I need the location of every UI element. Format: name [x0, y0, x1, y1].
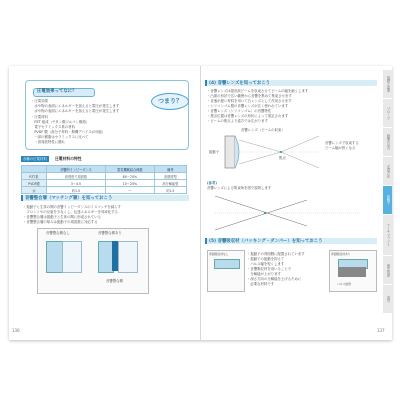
reference-note: (参考): [207, 181, 217, 185]
left-page: [9, 66, 200, 340]
side-tab-active[interactable]: 探触子: [383, 186, 392, 215]
focus-angle-diagram: [211, 192, 371, 234]
beam-line: [239, 152, 281, 164]
side-tab[interactable]: 保守管理: [383, 256, 392, 285]
side-tab[interactable]: 走査方法: [383, 157, 392, 186]
page-number: 137: [377, 328, 385, 333]
body-line: ・シリコンゴム製の音響レンズが広く使われています: [207, 104, 289, 108]
intro-line: PVDF 膜（高分子材料・無機デバイスが可能）: [31, 130, 106, 134]
body-line: ・振動子の振動を抑えて: [247, 257, 285, 261]
table-row: [22, 180, 187, 187]
intro-line: 水や物の表面にエネルギーを加えると電圧が発生します: [31, 104, 120, 108]
table-cell: 3〜4.5: [46, 180, 105, 187]
damper-transducer-left: [214, 259, 240, 269]
damper-backing-block: [338, 267, 366, 277]
body-line: フロントやの反射を少なくし、伝達エネルギーを効率化する: [23, 210, 118, 214]
table-header-cell: [22, 166, 47, 173]
intro-line: PZT 組成（チタン酸ジルコン酸鉛）: [31, 120, 90, 124]
table-cell: 高感度型: [154, 173, 186, 180]
table-header-cell: 備考: [154, 166, 186, 173]
matching-layer-diagram: [37, 228, 149, 294]
beam-line: [239, 140, 281, 152]
table-cell: —: [106, 187, 155, 194]
reference-desc: 音響レンズによる集束角を図で説明します: [207, 186, 272, 190]
side-tab[interactable]: アーチファクト: [383, 215, 392, 256]
angle-line: [215, 196, 307, 226]
intro-line: ・圧電材料: [31, 115, 48, 119]
diagram-label-bottom: 音響整合層: [106, 279, 123, 283]
right-page: [201, 66, 392, 340]
table-row-header: 水: [22, 187, 47, 194]
table-header-cell: 音響的インピーダンス: [46, 166, 105, 173]
body-block-left: [62, 241, 82, 273]
table-header-row: [22, 166, 187, 173]
beam-line: [281, 136, 319, 152]
summary-bubble: つまり？: [151, 93, 189, 110]
table-row: [22, 173, 187, 180]
table-cell: 高分解能型: [154, 180, 186, 187]
table-title: 圧電材料の特性: [55, 156, 82, 161]
lens-caption: ビーム幅が狭くなる: [325, 146, 356, 150]
diagram-label-right: 音響整合層あり: [98, 231, 122, 235]
angle-line: [215, 200, 307, 230]
body-line: ・音速が遅い材料を用いて凸レンズとして作用させます: [207, 99, 292, 103]
body-line: ・焦点位置は音響レンズの形状によって規定されます: [207, 114, 289, 118]
table-cell: 60〜70%: [106, 173, 155, 180]
body-line: ・音響吸収材を用いることで: [247, 267, 292, 271]
side-tab[interactable]: 画像の見方: [383, 128, 392, 157]
acoustic-lens-diagram: [223, 128, 323, 176]
section-heading: (4) 音響レンズを知っておこう: [209, 80, 271, 86]
lens-surface: [235, 136, 239, 168]
body-line: 分解能が上がります: [247, 272, 281, 276]
lens-caption: 音響レンズで収束する: [325, 141, 359, 145]
damper-pulse-label: パルス波形: [337, 282, 351, 286]
body-line: ・振動子と生体の間の音響インピーダンスのミスマッチを減らす: [23, 205, 121, 209]
transducer-element: [225, 136, 235, 168]
body-line: ・振動子の背面側に配置されています: [247, 252, 305, 256]
page-number: 136: [12, 328, 20, 333]
intro-line: ・高周波特性に優れ: [31, 140, 65, 144]
section-heading: (5) 音響吸収材（バッキング・ダンパー）を知っておこう: [209, 238, 323, 244]
intro-line: 水や物の表面にエネルギーを加えると電圧が発生します: [31, 109, 120, 113]
side-tab[interactable]: プローブ: [383, 99, 392, 128]
intro-line: 一部の樹脂はセラミックスに比べて: [31, 135, 89, 139]
lens-transducer-label: 振動子: [209, 150, 220, 154]
section-heading: 音響整合層（マッチング層）を知っておこう: [25, 195, 113, 201]
angle-focus-point: [264, 212, 266, 214]
table-cell: 約1.5: [154, 187, 186, 194]
body-line: ・音響レンズは超音波ビームを収束させてビームの幅を細くします: [207, 89, 309, 93]
intro-line: ・圧電効果: [31, 99, 48, 103]
table-row: [22, 187, 187, 194]
body-line: ・音響レンズ（シリコンゴム）の音響特性: [207, 109, 272, 113]
materials-table: [21, 165, 187, 194]
table-tag: 各種の圧電材料: [23, 157, 47, 161]
body-line: ・凸面の形状で広い範囲から音響を集めて集束させます: [207, 94, 292, 98]
table-row-header: PVDF膜: [22, 180, 47, 187]
body-line: ・音響整合層の厚みは振動子の周波数に対応する: [23, 220, 98, 224]
side-tab[interactable]: 基礎と原理: [383, 70, 392, 99]
diagram-label-left: 音響整合層なし: [46, 231, 70, 235]
body-line: ・音響整合層は振動子と生体の間に形成されている: [23, 215, 101, 219]
body-line: 必要な材料です: [247, 282, 275, 286]
table-row-header: PZT系: [22, 173, 47, 180]
intro-title: 圧電効果ってなに？: [37, 89, 77, 94]
table-cell: 高感度で周波数: [46, 173, 105, 180]
intro-line: 電子セラミックス系の材料: [31, 125, 75, 129]
damper-label-left: 背面吸収材なし: [209, 252, 229, 256]
body-line: パルス幅を短くします: [247, 262, 285, 266]
table-header-cell: 電気機械結合係数: [106, 166, 155, 173]
body-line: ・深さ方向の分解能を上げるために: [247, 277, 302, 281]
body-line: ・ビームの焦点より遠方では広がります: [207, 119, 268, 123]
beam-line: [281, 152, 319, 168]
table-cell: 10〜20%: [106, 180, 155, 187]
lens-fig-title: 音響レンズ（ビームの収束）: [241, 128, 285, 132]
table-cell: 約1.5: [46, 187, 105, 194]
damper-label-right: 背面吸収材あり: [331, 252, 351, 256]
side-tab[interactable]: 索引: [383, 285, 392, 314]
body-block-right: [118, 241, 138, 273]
lens-focus-label: 焦点: [279, 156, 286, 160]
focus-point: [280, 151, 282, 153]
